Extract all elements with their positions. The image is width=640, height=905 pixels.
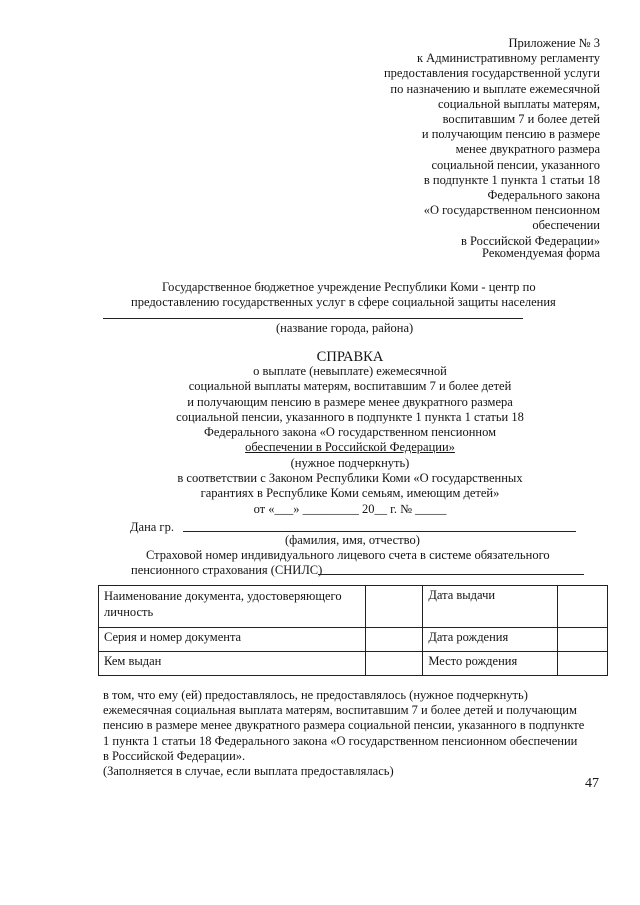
certificate-line: и получающим пенсию в размере менее двукратного размера: [187, 394, 513, 409]
certificate-line: о выплате (невыплате) ежемесячной: [253, 364, 447, 378]
institution-line-1: Государственное бюджетное учреждение Республики Коми - центр по: [162, 280, 536, 294]
appendix-line: предоставления государственной услуги: [383, 66, 600, 81]
recipient-fill-line: [183, 531, 576, 532]
certificate-note: (нужное подчеркнуть): [290, 455, 410, 470]
footer-line: пенсию в размере менее двукратного размера социальной пенсии, указанного в подпункте: [103, 718, 585, 733]
table-cell-label: Наименование документа, удостоверяющего личность: [99, 586, 366, 628]
footer-paragraph: [103, 688, 584, 779]
table-row: [99, 628, 608, 652]
table-row: [99, 586, 608, 628]
certificate-date-line: от «___» _________ 20__ г. № _____: [253, 501, 447, 516]
institution-line-2: предоставлению государственных услуг в сфере социальной защиты населения: [131, 295, 556, 309]
appendix-line: Федерального закона: [487, 188, 600, 203]
footer-line: в Российской Федерации».: [103, 748, 246, 763]
appendix-line: к Административному регламенту: [416, 51, 600, 66]
certificate-title: СПРАВКА: [316, 349, 384, 365]
appendix-line: менее двукратного размера: [455, 142, 600, 157]
document-table: [98, 585, 608, 676]
city-fill-line: [103, 318, 523, 319]
appendix-line: обеспечении: [532, 218, 600, 233]
table-cell-value: [366, 652, 423, 676]
certificate-line: социальной выплаты матерям, воспитавшим 7 и более детей: [188, 379, 512, 394]
certificate-line: социальной пенсии, указанного в подпункте 1 пункта 1 статьи 18: [176, 409, 524, 424]
table-cell-label: Дата рождения: [423, 628, 558, 652]
table-cell-label: Дата выдачи: [423, 586, 558, 628]
footer-line: в том, что ему (ей) предоставлялось, не предоставлялось (нужное подчеркнуть): [103, 688, 528, 702]
table-cell-value: [558, 586, 608, 628]
appendix-line: «О государственном пенсионном: [423, 203, 600, 218]
appendix-line: Приложение № 3: [508, 36, 600, 50]
footer-note: (Заполняется в случае, если выплата предоставлялась): [103, 764, 394, 779]
certificate-body: [0, 364, 640, 517]
table-cell-value: [558, 628, 608, 652]
snils-fill-line: [318, 574, 584, 575]
recipient-label: Дана гр.: [130, 520, 174, 534]
appendix-line: социальной пенсии, указанного: [431, 157, 600, 172]
recipient-caption: (фамилия, имя, отчество): [285, 533, 420, 547]
appendix-line: воспитавшим 7 и более детей: [442, 112, 600, 127]
appendix-line: в Российской Федерации»: [460, 233, 600, 248]
certificate-law-line-2: гарантиях в Республике Коми семьям, имеющим детей»: [200, 486, 500, 501]
footer-line: 1 пункта 1 статьи 18 Федерального закона «О государственном пенсионном обеспечении: [103, 733, 578, 748]
city-caption: (название города, района): [276, 321, 414, 335]
certificate-law-line-1: в соответствии с Законом Республики Коми «О государственных: [177, 471, 523, 486]
recommended-form-label: Рекомендуемая форма: [482, 246, 600, 260]
table-cell-value: [366, 628, 423, 652]
table-cell-value: [366, 586, 423, 628]
page-number: 47: [585, 776, 599, 791]
appendix-line: социальной выплаты матерям,: [437, 96, 600, 111]
appendix-line: в подпункте 1 пункта 1 статьи 18: [423, 172, 600, 187]
table-cell-label: Место рождения: [423, 652, 558, 676]
footer-line: ежемесячная социальная выплата матерям, воспитавшим 7 и более детей и получающим: [103, 703, 577, 718]
appendix-block: [384, 36, 600, 249]
table-cell-label: Серия и номер документа: [99, 628, 366, 652]
certificate-underlined-line: обеспечении в Российской Федерации»: [245, 440, 455, 455]
appendix-line: по назначению и выплате ежемесячной: [390, 81, 600, 96]
snils-line-2: пенсионного страхования (СНИЛС): [131, 563, 323, 577]
table-cell-label: Кем выдан: [99, 652, 366, 676]
certificate-line: Федерального закона «О государственном пенсионном: [204, 425, 496, 440]
table-row: [99, 652, 608, 676]
snils-line-1: Страховой номер индивидуального лицевого счета в системе обязательного: [146, 548, 550, 562]
table-cell-value: [558, 652, 608, 676]
appendix-line: и получающим пенсию в размере: [421, 127, 600, 142]
